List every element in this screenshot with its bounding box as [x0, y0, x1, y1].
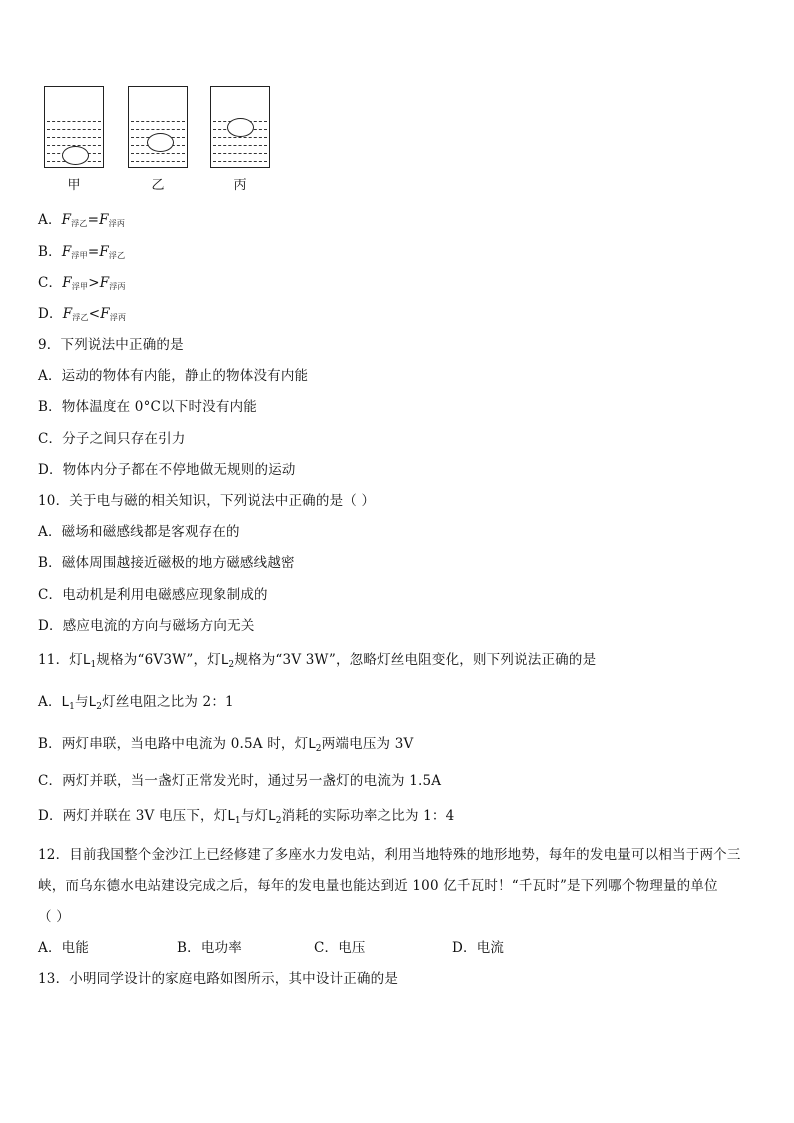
q12-option-a: A．电能 [38, 940, 90, 956]
q12-option-b: B．电功率 [177, 940, 242, 956]
q9-option-b: B．物体温度在 0°C以下时没有内能 [38, 399, 257, 415]
q9-option-d: D．物体内分子都在不停地做无规则的运动 [38, 462, 296, 478]
egg-yi [147, 133, 174, 152]
egg-bing [227, 118, 254, 137]
q8-option-a: A．$F_{浮乙}=F_{浮丙}$ [38, 212, 126, 228]
q10-stem: 10．关于电与磁的相关知识，下列说法中正确的是（ ） [38, 493, 376, 509]
figure-label-jia: 甲 [67, 178, 81, 193]
figure-label-bing: 丙 [233, 178, 247, 193]
q10-option-b: B．磁体周围越接近磁极的地方磁感线越密 [38, 555, 295, 571]
q11-option-a: A．$L_1$与$L_2$灯丝电阻之比为 2：1 [38, 694, 234, 712]
q12-option-c: C．电压 [314, 940, 366, 956]
q10-option-d: D．感应电流的方向与磁场方向无关 [38, 618, 255, 634]
q12-stem-line2: 峡，而乌东德水电站建设完成之后，每年的发电量也能达到近 100 亿千瓦时！“千瓦时”是下列哪个物理量的单位 [38, 878, 718, 894]
q13-stem: 13．小明同学设计的家庭电路如图所示，其中设计正确的是 [38, 971, 399, 987]
q11-option-d: D．两灯并联在 3V 电压下，灯$L_1$与灯$L_2$消耗的实际功率之比为 1：4 [38, 808, 455, 826]
q10-option-c: C．电动机是利用电磁感应现象制成的 [38, 587, 268, 603]
q9-option-a: A．运动的物体有内能，静止的物体没有内能 [38, 368, 309, 384]
q12-stem-line3: （ ） [38, 909, 70, 925]
beaker-bing [210, 86, 270, 168]
q9-stem: 9．下列说法中正确的是 [38, 337, 184, 353]
q12-option-d: D．电流 [452, 940, 505, 956]
beaker-jia [44, 86, 104, 168]
q9-option-c: C．分子之间只存在引力 [38, 431, 186, 447]
q10-option-a: A．磁场和磁感线都是客观存在的 [38, 524, 240, 540]
q12-stem-line1: 12．目前我国整个金沙江上已经修建了多座水力发电站，利用当地特殊的地形地势，每年的发电量可以相当于两个三 [38, 847, 741, 863]
q11-option-b: B．两灯串联，当电路中电流为 0.5A 时，灯$L_2$两端电压为 3V [38, 736, 414, 754]
beaker-yi [128, 86, 188, 168]
q8-option-c: C．$F_{浮甲}>F_{浮丙}$ [38, 275, 126, 291]
q11-option-c: C．两灯并联，当一盏灯正常发光时，通过另一盏灯的电流为 1.5A [38, 773, 442, 789]
buoyancy-figure [40, 86, 280, 196]
q11-stem: 11．灯$L_1$规格为“6V3W”，灯$L_2$规格为“3V 3W”，忽略灯丝电阻变化，则下列说法正确的是 [38, 652, 597, 670]
q8-option-d: D．$F_{浮乙}<F_{浮丙}$ [38, 306, 127, 322]
figure-label-yi: 乙 [151, 178, 165, 193]
q8-option-b: B．$F_{浮甲}=F_{浮乙}$ [38, 244, 126, 260]
egg-jia [62, 146, 89, 165]
